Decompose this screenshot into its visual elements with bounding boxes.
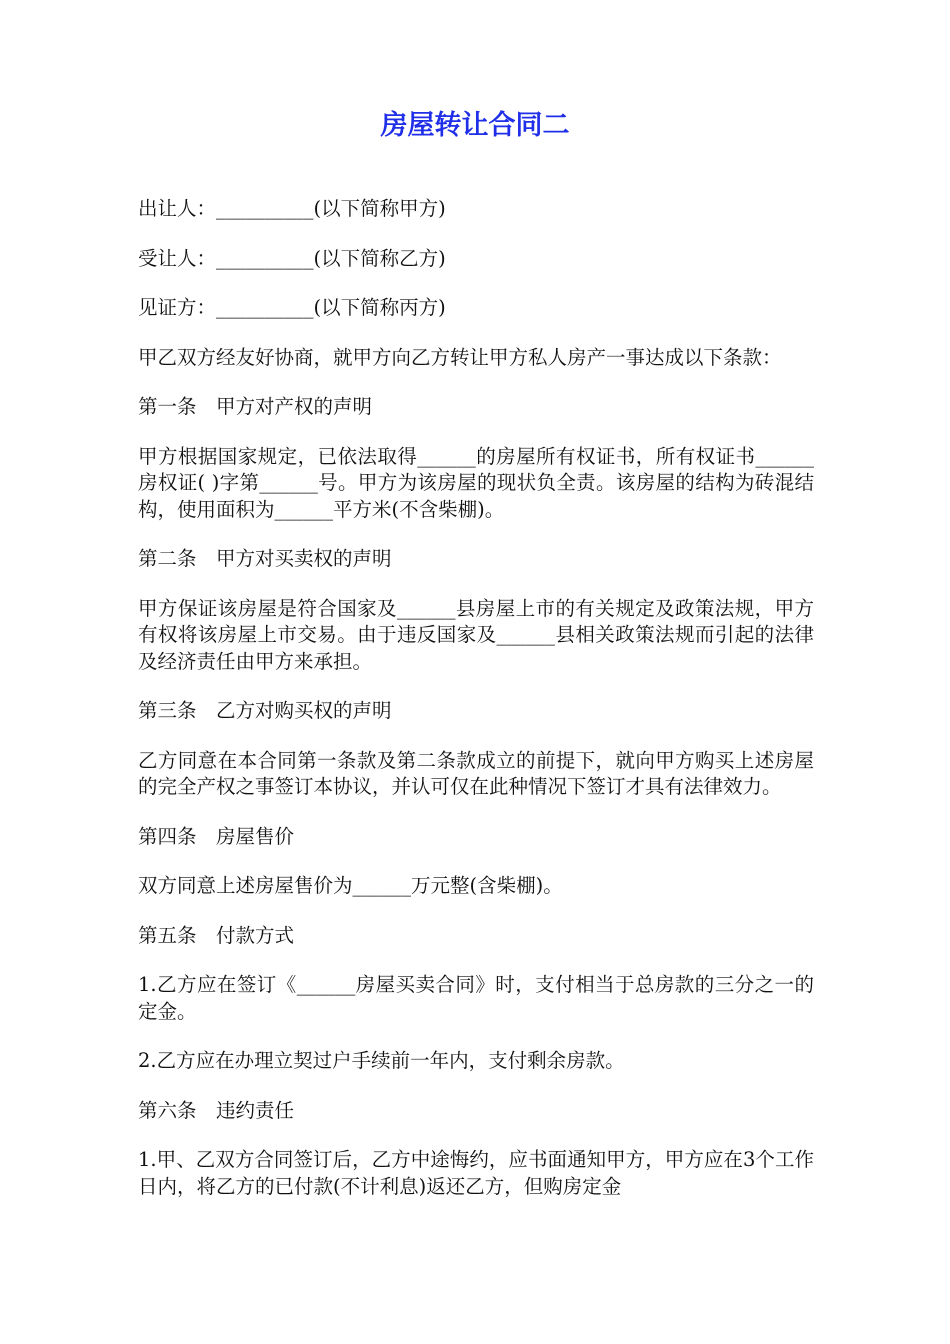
party-witness-line: 见证方：__________(以下简称丙方) [138, 296, 446, 319]
party-transferee-line: 受让人：__________(以下简称乙方) [138, 246, 446, 270]
article-5-item-2: 2.乙方应在办理立契过户手续前一年内，支付剩余房款。 [138, 1049, 625, 1072]
document-body [138, 196, 814, 1223]
article-2-paragraph: 甲方保证该房屋是符合国家及______县房屋上市的有关规定及政策法规，甲方有权将该房屋上市交易。由于违反国家及______县相关政策法规而引起的法律及经济责任由甲方来承担。 [138, 596, 814, 673]
article-5-item-1: 1.乙方应在签订《______房屋买卖合同》时，支付相当于总房款的三分之一的定金。 [138, 973, 814, 1023]
article-5-heading: 第五条 付款方式 [138, 923, 295, 947]
article-1-heading: 第一条 甲方对产权的声明 [138, 395, 373, 418]
party-transferor-line: 出让人：__________(以下简称甲方) [138, 197, 446, 220]
article-3-heading: 第三条 乙方对购买权的声明 [138, 699, 392, 722]
article-4-paragraph: 双方同意上述房屋售价为______万元整(含柴棚)。 [138, 874, 563, 897]
document-title: 房屋转让合同二 [380, 110, 570, 141]
article-1-paragraph: 甲方根据国家规定，已依法取得______的房屋所有权证书，所有权证书______房权证( )字第______号。甲方为该房屋的现状负全责。该房屋的结构为砖混结构，使用面积为______平方米(不含柴棚)。 [138, 444, 814, 521]
article-4-heading: 第四条 房屋售价 [138, 824, 295, 848]
article-3-paragraph: 乙方同意在本合同第一条款及第二条款成立的前提下，就向甲方购买上述房屋的完全产权之事签订本协议，并认可仅在此种情况下签订才具有法律效力。 [138, 748, 814, 798]
article-6-heading: 第六条 违约责任 [138, 1098, 295, 1122]
article-6-item-1: 1.甲、乙双方合同签订后，乙方中途悔约，应书面通知甲方，甲方应在3个工作日内，将乙方的已付款(不计利息)返还乙方，但购房定金 [138, 1148, 814, 1198]
article-2-heading: 第二条 甲方对买卖权的声明 [138, 547, 392, 570]
preamble-paragraph: 甲乙双方经友好协商，就甲方向乙方转让甲方私人房产一事达成以下条款： [138, 345, 782, 369]
